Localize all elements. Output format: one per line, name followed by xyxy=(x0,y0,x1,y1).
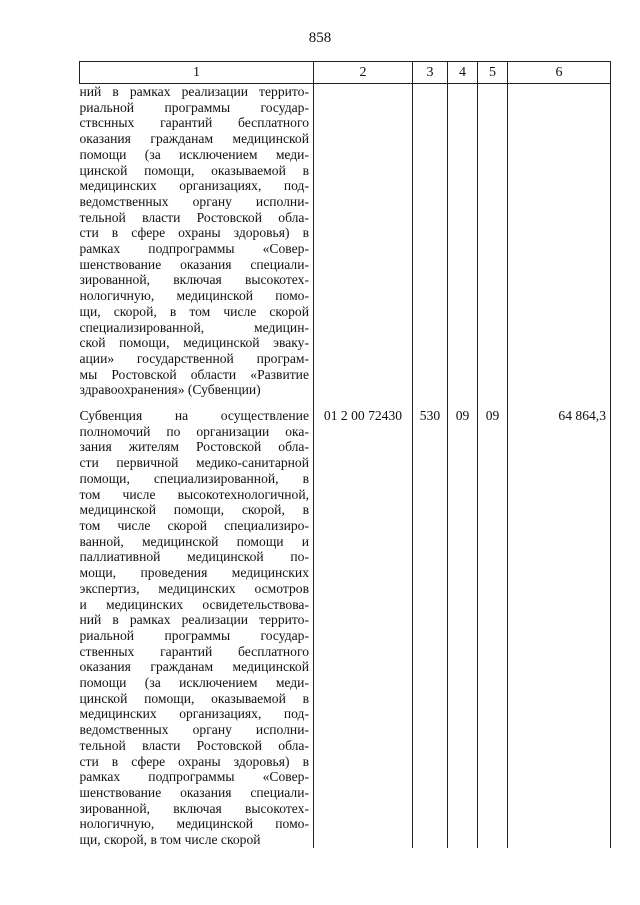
name-text-line: медицинских организациях, под- xyxy=(79,178,309,194)
name-text-line: том числе высокотехнологичной, xyxy=(79,486,309,502)
table-header-row xyxy=(80,62,611,84)
name-text-line: мы Ростовской области «Развитие xyxy=(79,366,309,382)
name-text-line: ации» государственной програм- xyxy=(79,350,309,366)
table-row xyxy=(80,408,611,848)
name-text-line: медицинских организациях, под- xyxy=(79,706,309,722)
budget-table xyxy=(79,61,611,848)
row-name-text xyxy=(80,84,314,398)
name-text-line: специализированной, медицин- xyxy=(79,319,309,335)
name-text-line: ствснных гарантий бесплатного xyxy=(79,115,309,131)
name-text-line: ванной, медицинской помощи и xyxy=(79,533,309,549)
row-amount-text: 64 864,3 xyxy=(558,408,606,424)
name-text-line: экспертиз, медицинских осмотров xyxy=(79,580,309,596)
row-name-text xyxy=(80,408,314,848)
row-amount-cell xyxy=(508,84,611,409)
table-row xyxy=(80,84,611,409)
row-pr-cell: 09 xyxy=(478,408,508,848)
row-name-cell xyxy=(80,84,314,409)
row-vr-cell xyxy=(413,84,448,409)
row-pr-cell xyxy=(478,84,508,409)
name-text-line: ний в рамках реализации террито- xyxy=(79,84,309,99)
name-text-line: сти в сфере охраны здоровья) в xyxy=(79,753,309,769)
name-text-line: и медицинских освидетельствова- xyxy=(79,596,309,612)
name-text-line: сти в сфере охраны здоровья) в xyxy=(79,225,309,241)
name-text-line: цинской помощи, оказываемой в xyxy=(79,690,309,706)
name-text-line: ской помощи, медицинской эваку- xyxy=(79,335,309,351)
column-header-2: 2 xyxy=(314,62,413,84)
name-text-line: щи, скорой, в том числе скорой xyxy=(79,303,309,319)
name-text-line: здравоохранения» (Субвенции) xyxy=(79,382,261,398)
name-text-line: зированной, включая высокотех- xyxy=(79,800,309,816)
row-code-cell: 01 2 00 72430 xyxy=(314,408,413,848)
name-text-line: мощи, проведения медицинских xyxy=(79,565,309,581)
column-header-5: 5 xyxy=(478,62,508,84)
row-vr-cell: 530 xyxy=(413,408,448,848)
name-text-line: ведомственных органу исполни- xyxy=(79,722,309,738)
row-rz-cell: 09 xyxy=(448,408,478,848)
page-number: 858 xyxy=(308,30,332,46)
name-text-line: сти первичной медико-санитарной xyxy=(79,455,309,471)
name-text-line: тельной власти Ростовской обла- xyxy=(79,209,309,225)
name-text-line: цинской помощи, оказываемой в xyxy=(79,162,309,178)
name-text-line: нологичную, медицинской помо- xyxy=(79,816,309,832)
name-text-line: оказания гражданам медицинской xyxy=(79,659,309,675)
name-text-line: том числе скорой специализиро- xyxy=(79,517,309,533)
name-text-line: медицинской помощи, скорой, в xyxy=(79,502,309,518)
name-text-line: шенствование оказания специали- xyxy=(79,256,309,272)
name-text-line: рамках подпрограммы «Совер- xyxy=(79,769,309,785)
column-header-6: 6 xyxy=(508,62,611,84)
name-text-line: нологичную, медицинской помо- xyxy=(79,288,309,304)
name-text-line: помощи, специализированной, в xyxy=(79,470,309,486)
column-header-4: 4 xyxy=(448,62,478,84)
name-text-line: ний в рамках реализации террито- xyxy=(79,612,309,628)
column-header-1: 1 xyxy=(80,62,314,84)
name-text-line: шенствование оказания специали- xyxy=(79,784,309,800)
name-text-line: риальной программы государ- xyxy=(79,627,309,643)
name-text-line: риальной программы государ- xyxy=(79,99,309,115)
name-text-line: помощи (за исключением меди- xyxy=(79,146,309,162)
row-code-cell xyxy=(314,84,413,409)
name-text-line: щи, скорой, в том числе скорой xyxy=(79,832,261,848)
name-text-line: оказания гражданам медицинской xyxy=(79,131,309,147)
row-name-cell xyxy=(80,408,314,848)
name-text-line: ведомственных органу исполни- xyxy=(79,193,309,209)
name-text-line: зированной, включая высокотех- xyxy=(79,272,309,288)
name-text-line: тельной власти Ростовской обла- xyxy=(79,737,309,753)
name-text-line: полномочий по организации ока- xyxy=(79,423,309,439)
column-header-3: 3 xyxy=(413,62,448,84)
name-text-line: зания жителям Ростовской обла- xyxy=(79,439,309,455)
name-text-line: помощи (за исключением меди- xyxy=(79,675,309,691)
row-rz-cell xyxy=(448,84,478,409)
name-text-line: паллиативной медицинской по- xyxy=(79,549,309,565)
name-text-line: Субвенция на осуществление xyxy=(79,408,309,424)
row-amount-cell xyxy=(508,408,611,848)
name-text-line: ственных гарантий бесплатного xyxy=(79,643,309,659)
name-text-line: рамках подпрограммы «Совер- xyxy=(79,241,309,257)
